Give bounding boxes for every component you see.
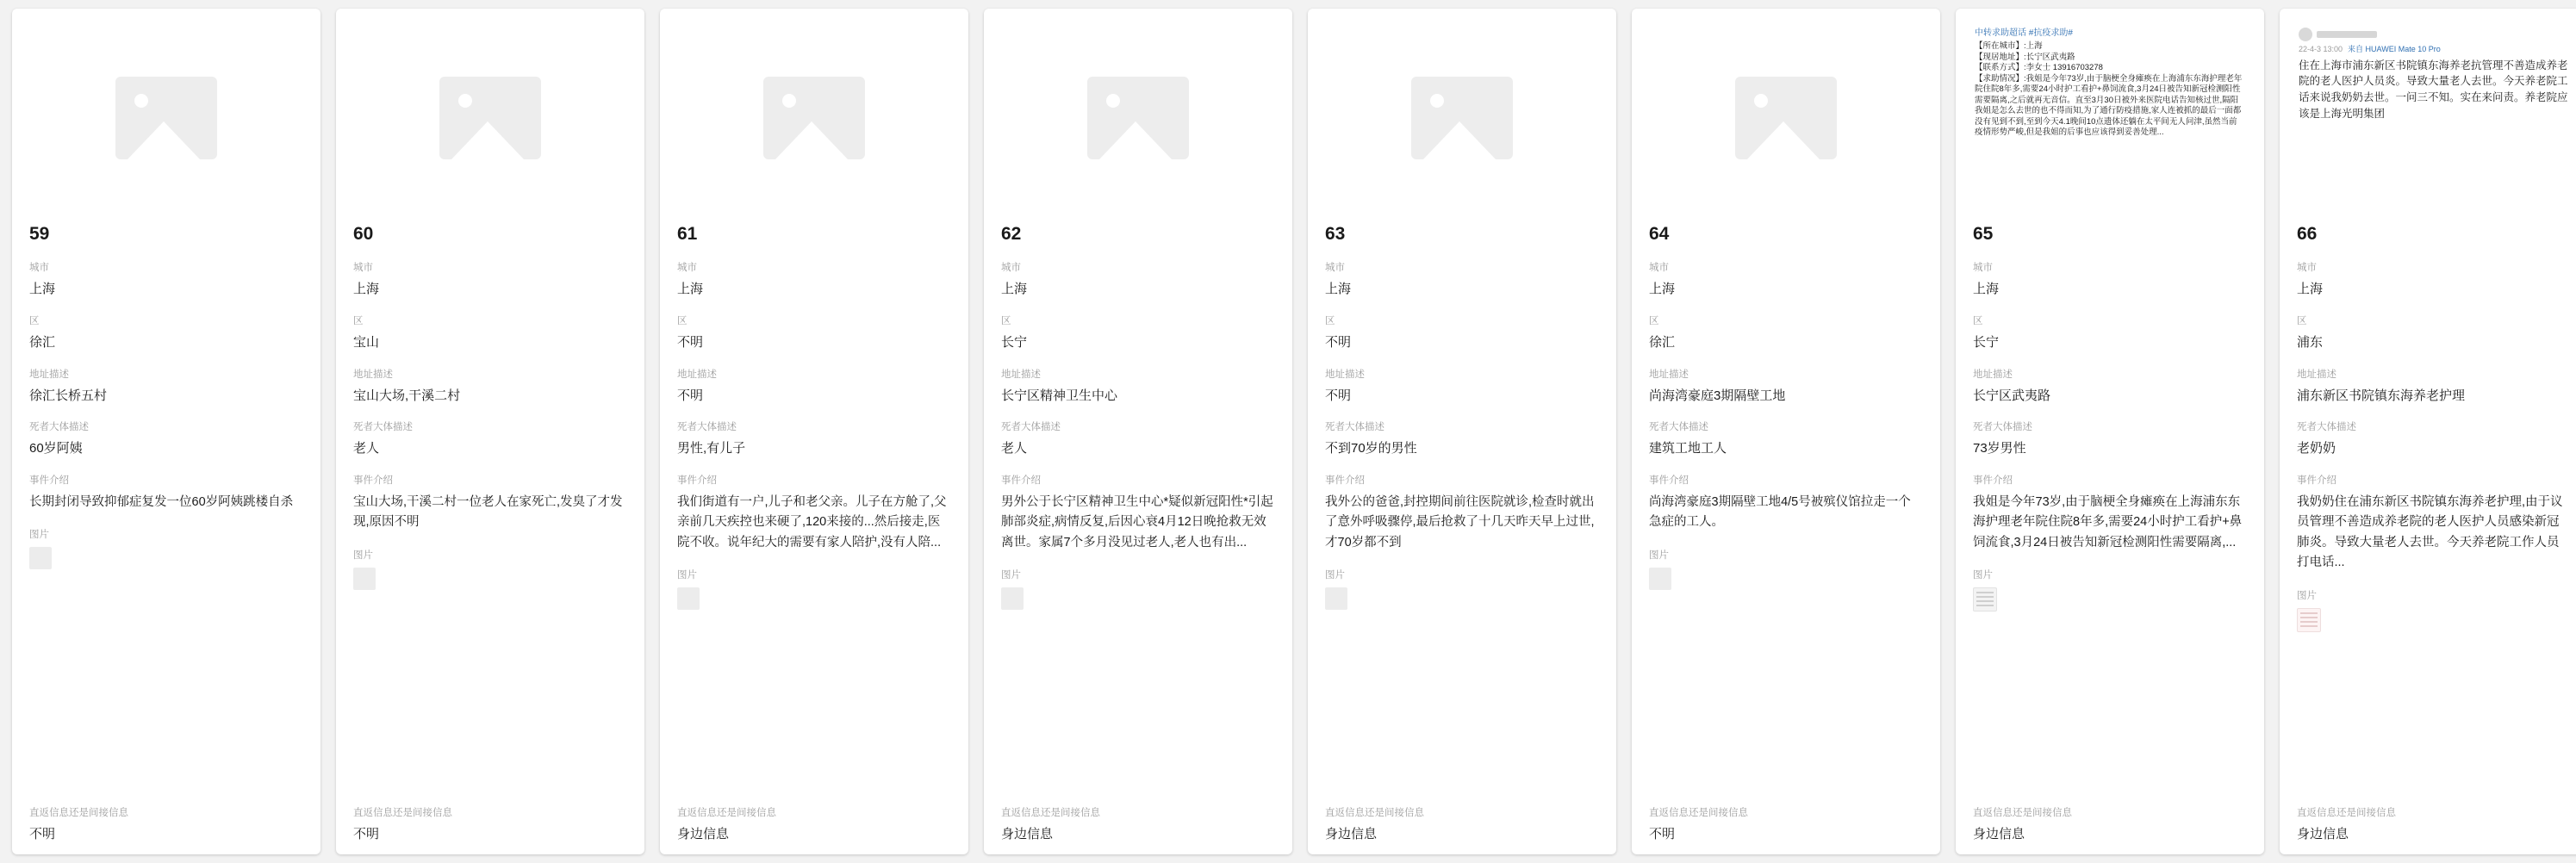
source-field — [12, 805, 320, 844]
image-label: 图片 — [1973, 570, 1993, 581]
city-label: 城市 — [1649, 263, 1669, 273]
source-label: 直返信息还是间接信息 — [353, 808, 452, 819]
address-value: 长宁区武夷路 — [1973, 388, 2051, 403]
city-field — [12, 260, 320, 299]
address-field — [12, 367, 320, 406]
event-intro-label: 事件介绍 — [1649, 475, 1689, 486]
district-label: 区 — [2297, 315, 2307, 326]
image-field — [660, 568, 968, 610]
weibo-screenshot-line: 【求助情况】:我姐是今年73岁,由于脑梗全身瘫痪在上海浦东东海护理老年院住院8年多,需要24小时护工看护+鼻饲流食,3月24日被告知新冠检测阳性需要隔离,之后就再无音信。直至3月30日被外来医院电话告知核过世,隔阳我姐是怎么去世的也不得而知,为了通行防疫措施,家人连被抓的最后一面都没有见到不到,至到今天4.1晚间10点遗体还躺在太平间无人问津,虽然当前疫情形势严峻,但是我姐的后事也应该得到妥善处理... — [1975, 73, 2243, 138]
address-label: 地址描述 — [353, 369, 393, 380]
victim-label: 死者大体描述 — [677, 422, 737, 433]
address-field — [1956, 367, 2264, 406]
district-value: 宝山 — [353, 334, 380, 350]
weibo-post-meta — [2299, 44, 2569, 56]
city-field — [2280, 260, 2576, 299]
event-intro-value: 我们街道有一户,儿子和老父亲。儿子在方舱了,父亲前几天疾控也来硬了,120来接的...然后接走,医院不收。说年纪大的需要有家人陪护,没有人陪... — [677, 495, 947, 549]
card-media[interactable] — [1956, 9, 2264, 224]
event-intro-value: 我奶奶住在浦东新区书院镇东海养老护理,由于议员管理不善造成养老院的老人医护人员感染新冠肺炎。导致大量老人去世。今天养老院工作人员打电话... — [2297, 495, 2563, 570]
address-value: 不明 — [677, 388, 704, 403]
victim-field — [984, 419, 1292, 458]
weibo-user-row — [2299, 28, 2569, 41]
weibo-post-body: 住在上海市浦东新区书院镇东海养老抗管理不善造成养老院的老人医护人员炎。导致大量老人去世。今天养老院工话来说我奶奶去世。一问三不知。实在来问责。养老院应该是上海光明集团 — [2299, 59, 2568, 120]
image-icon — [1735, 77, 1837, 159]
image-thumbnail[interactable] — [1325, 587, 1347, 610]
weibo-screenshot-line: 【现居地址】:长宁区武夷路 — [1975, 52, 2075, 62]
image-field — [984, 568, 1292, 610]
source-value: 身边信息 — [2297, 827, 2349, 842]
avatar — [2299, 28, 2312, 41]
record-card[interactable] — [984, 9, 1292, 854]
image-placeholder — [29, 24, 303, 212]
image-field — [1308, 568, 1616, 610]
source-label: 直返信息还是间接信息 — [1649, 808, 1748, 819]
event-intro-field — [2280, 473, 2576, 574]
city-field — [336, 260, 644, 299]
city-field — [1308, 260, 1616, 299]
record-number: 64 — [1649, 224, 1670, 244]
source-field — [1632, 805, 1940, 844]
victim-value: 男性,有儿子 — [677, 441, 746, 456]
address-label: 地址描述 — [1649, 369, 1689, 380]
address-label: 地址描述 — [29, 369, 69, 380]
source-value: 不明 — [29, 827, 56, 842]
address-value: 浦东新区书院镇东海养老护理 — [2297, 388, 2466, 403]
victim-field — [2280, 419, 2576, 458]
pink-document-thumbnail[interactable] — [2297, 608, 2321, 632]
city-field — [660, 260, 968, 299]
city-value: 上海 — [1001, 282, 1028, 296]
weibo-post-time: 22-4-3 13:00 — [2299, 45, 2343, 53]
image-label: 图片 — [29, 530, 49, 541]
city-value: 上海 — [1973, 282, 2000, 296]
image-thumbnail[interactable] — [29, 547, 52, 569]
image-placeholder — [1001, 24, 1275, 212]
district-label: 区 — [29, 315, 40, 326]
city-value: 上海 — [29, 282, 56, 296]
image-thumbnail[interactable] — [1649, 568, 1671, 590]
record-number: 63 — [1325, 224, 1346, 244]
username-redacted — [2317, 31, 2377, 38]
district-value: 徐汇 — [29, 334, 56, 350]
address-field — [2280, 367, 2576, 406]
image-placeholder — [677, 24, 951, 212]
card-media[interactable] — [984, 9, 1292, 224]
weibo-post-screenshot[interactable] — [2297, 24, 2571, 212]
victim-value: 老人 — [353, 441, 380, 456]
district-field — [1632, 314, 1940, 352]
city-value: 上海 — [2297, 282, 2324, 296]
district-field — [1956, 314, 2264, 352]
address-label: 地址描述 — [1325, 369, 1365, 380]
victim-label: 死者大体描述 — [29, 422, 89, 433]
city-value: 上海 — [1325, 282, 1352, 296]
address-value: 宝山大场,干溪二村 — [353, 388, 461, 403]
address-label: 地址描述 — [1001, 369, 1041, 380]
event-intro-field — [660, 473, 968, 553]
source-label: 直返信息还是间接信息 — [1001, 808, 1100, 819]
source-value: 不明 — [1649, 827, 1676, 842]
event-intro-label: 事件介绍 — [677, 475, 717, 486]
event-intro-field — [984, 473, 1292, 553]
source-field — [984, 805, 1292, 844]
victim-label: 死者大体描述 — [353, 422, 413, 433]
event-intro-label: 事件介绍 — [353, 475, 393, 486]
event-intro-value: 尚海湾豪庭3期隔壁工地4/5号被殡仪馆拉走一个急症的工人。 — [1649, 495, 1911, 530]
record-card[interactable] — [2280, 9, 2576, 854]
address-field — [1632, 367, 1940, 406]
image-field — [1632, 548, 1940, 590]
victim-field — [1308, 419, 1616, 458]
event-intro-label: 事件介绍 — [1001, 475, 1041, 486]
image-placeholder — [1649, 24, 1923, 212]
image-label: 图片 — [2297, 590, 2317, 601]
card-media[interactable] — [2280, 9, 2576, 224]
source-value: 身边信息 — [1001, 827, 1054, 842]
address-value: 徐汇长桥五村 — [29, 388, 108, 403]
district-value: 长宁 — [1001, 334, 1028, 350]
victim-field — [12, 419, 320, 458]
district-value: 不明 — [1325, 334, 1352, 350]
district-field — [12, 314, 320, 352]
image-label: 图片 — [1325, 570, 1345, 581]
city-label: 城市 — [1325, 263, 1345, 273]
record-number: 60 — [353, 224, 374, 244]
city-label: 城市 — [677, 263, 697, 273]
victim-label: 死者大体描述 — [1325, 422, 1384, 433]
image-thumbnail[interactable] — [677, 587, 700, 610]
address-label: 地址描述 — [1973, 369, 2013, 380]
weibo-topic-title: 中转求助超话 #抗疫求助# — [1975, 28, 2073, 38]
event-intro-value: 男外公于长宁区精神卫生中心*疑似新冠阳性*引起肺部炎症,病情反复,后因心衰4月12日晚抢救无效离世。家属7个多月没见过老人,老人也有出... — [1001, 495, 1273, 549]
district-label: 区 — [1973, 315, 1983, 326]
district-label: 区 — [353, 315, 364, 326]
event-intro-label: 事件介绍 — [1325, 475, 1365, 486]
event-intro-field — [1956, 473, 2264, 553]
source-value: 身边信息 — [677, 827, 730, 842]
source-label: 直返信息还是间接信息 — [677, 808, 776, 819]
city-value: 上海 — [1649, 282, 1676, 296]
victim-label: 死者大体描述 — [1649, 422, 1708, 433]
city-label: 城市 — [29, 263, 49, 273]
image-label: 图片 — [677, 570, 697, 581]
address-field — [336, 367, 644, 406]
source-field — [660, 805, 968, 844]
card-media[interactable] — [12, 9, 320, 224]
weibo-post-source: 来自 HUAWEI Mate 10 Pro — [2348, 45, 2441, 53]
district-value: 不明 — [677, 334, 704, 350]
event-intro-value: 我外公的爸爸,封控期间前往医院就诊,检查时就出了意外呼吸骤停,最后抢救了十几天昨天早上过世,才70岁都不到 — [1325, 495, 1595, 549]
district-field — [660, 314, 968, 352]
city-value: 上海 — [677, 282, 704, 296]
event-intro-label: 事件介绍 — [2297, 475, 2336, 486]
address-value: 长宁区精神卫生中心 — [1001, 388, 1118, 403]
victim-field — [1632, 419, 1940, 458]
event-intro-value: 宝山大场,干溪二村一位老人在家死亡,发臭了才发现,原因不明 — [353, 495, 623, 530]
victim-value: 老人 — [1001, 441, 1028, 456]
card-media[interactable] — [336, 9, 644, 224]
image-field — [1956, 568, 2264, 612]
city-label: 城市 — [1001, 263, 1021, 273]
image-field — [2280, 588, 2576, 632]
address-value: 不明 — [1325, 388, 1352, 403]
weibo-screenshot[interactable] — [1973, 24, 2247, 212]
source-label: 直返信息还是间接信息 — [29, 808, 128, 819]
image-icon — [115, 77, 217, 159]
source-label: 直返信息还是间接信息 — [1325, 808, 1424, 819]
document-thumbnail[interactable] — [1973, 587, 1997, 612]
card-media[interactable] — [1308, 9, 1616, 224]
image-thumbnail[interactable] — [353, 568, 376, 590]
image-placeholder — [353, 24, 627, 212]
city-label: 城市 — [1973, 263, 1993, 273]
address-field — [660, 367, 968, 406]
event-intro-value: 我姐是今年73岁,由于脑梗全身瘫痪在上海浦东东海护理老年院住院8年多,需要24小时护工看护+鼻饲流食,3月24日被告知新冠检测阳性需要隔离,... — [1973, 495, 2243, 549]
event-intro-label: 事件介绍 — [29, 475, 69, 486]
source-field — [1308, 805, 1616, 844]
city-field — [1956, 260, 2264, 299]
source-field — [2280, 805, 2576, 844]
source-value: 身边信息 — [1973, 827, 2025, 842]
source-field — [336, 805, 644, 844]
image-label: 图片 — [1649, 549, 1669, 561]
district-label: 区 — [1649, 315, 1659, 326]
record-number: 62 — [1001, 224, 1022, 244]
district-label: 区 — [1325, 315, 1335, 326]
record-card[interactable] — [660, 9, 968, 854]
victim-label: 死者大体描述 — [1001, 422, 1061, 433]
city-field — [1632, 260, 1940, 299]
event-intro-field — [12, 473, 320, 512]
victim-value: 60岁阿姨 — [29, 441, 83, 456]
event-intro-field — [336, 473, 644, 533]
source-label: 直返信息还是间接信息 — [1973, 808, 2072, 819]
victim-value: 老奶奶 — [2297, 441, 2336, 456]
victim-label: 死者大体描述 — [1973, 422, 2032, 433]
source-value: 不明 — [353, 827, 380, 842]
record-card[interactable] — [12, 9, 320, 854]
image-icon — [763, 77, 865, 159]
victim-value: 建筑工地工人 — [1649, 441, 1727, 456]
record-card[interactable] — [336, 9, 644, 854]
image-placeholder — [1325, 24, 1599, 212]
image-thumbnail[interactable] — [1001, 587, 1024, 610]
address-field — [1308, 367, 1616, 406]
victim-field — [1956, 419, 2264, 458]
victim-value: 73岁男性 — [1973, 441, 2026, 456]
address-label: 地址描述 — [2297, 369, 2336, 380]
victim-field — [336, 419, 644, 458]
card-media[interactable] — [1632, 9, 1940, 224]
event-intro-field — [1632, 473, 1940, 533]
weibo-screenshot-line: 【所在城市】:上海 — [1975, 41, 2043, 52]
city-value: 上海 — [353, 282, 380, 296]
address-label: 地址描述 — [677, 369, 717, 380]
address-field — [984, 367, 1292, 406]
image-icon — [1411, 77, 1513, 159]
event-intro-label: 事件介绍 — [1973, 475, 2013, 486]
record-number: 59 — [29, 224, 50, 244]
record-number: 66 — [2297, 224, 2318, 244]
district-field — [2280, 314, 2576, 352]
event-intro-field — [1308, 473, 1616, 553]
image-field — [12, 527, 320, 569]
image-icon — [439, 77, 541, 159]
record-card[interactable] — [1956, 9, 2264, 854]
victim-field — [660, 419, 968, 458]
card-media[interactable] — [660, 9, 968, 224]
source-field — [1956, 805, 2264, 844]
source-label: 直返信息还是间接信息 — [2297, 808, 2396, 819]
image-label: 图片 — [353, 549, 373, 561]
district-value: 徐汇 — [1649, 334, 1676, 350]
city-label: 城市 — [2297, 263, 2317, 273]
city-label: 城市 — [353, 263, 373, 273]
image-field — [336, 548, 644, 590]
record-number: 61 — [677, 224, 698, 244]
district-label: 区 — [677, 315, 688, 326]
victim-value: 不到70岁的男性 — [1325, 441, 1417, 456]
district-value: 长宁 — [1973, 334, 2000, 350]
district-value: 浦东 — [2297, 334, 2324, 350]
district-field — [1308, 314, 1616, 352]
weibo-screenshot-line: 【联系方式】:李女士 13916703278 — [1975, 63, 2103, 73]
district-field — [336, 314, 644, 352]
source-value: 身边信息 — [1325, 827, 1378, 842]
district-label: 区 — [1001, 315, 1011, 326]
address-value: 尚海湾豪庭3期隔壁工地 — [1649, 388, 1786, 403]
event-intro-value: 长期封闭导致抑郁症复发一位60岁阿姨跳楼自杀 — [29, 495, 294, 509]
record-card[interactable] — [1308, 9, 1616, 854]
city-field — [984, 260, 1292, 299]
record-number: 65 — [1973, 224, 1994, 244]
image-icon — [1087, 77, 1189, 159]
district-field — [984, 314, 1292, 352]
victim-label: 死者大体描述 — [2297, 422, 2356, 433]
image-label: 图片 — [1001, 570, 1021, 581]
record-card[interactable] — [1632, 9, 1940, 854]
